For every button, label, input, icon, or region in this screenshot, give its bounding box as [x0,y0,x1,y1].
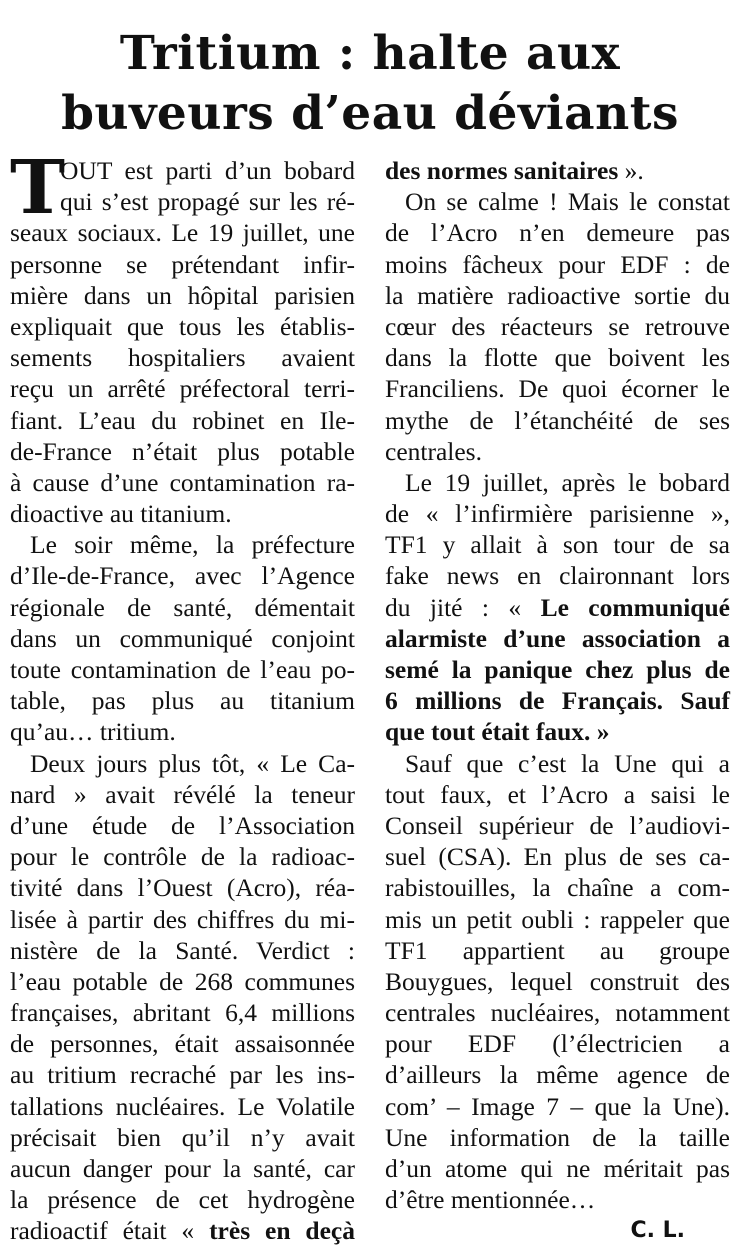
text-line [385,935,730,966]
text-line [385,498,730,529]
text-line [10,1122,355,1153]
line-text: rabistouilles, la chaîne a com- [385,873,730,903]
line-text: dans un communiqué conjoint [10,623,355,653]
line-text: précisait bien qu’il n’y avait [10,1122,355,1152]
text-line [385,373,730,404]
line-text: Sauf que c’est la Une qui a [405,748,730,778]
text-line [385,872,730,903]
text-line [385,311,730,342]
line-text: radioactif était « [10,1216,210,1246]
text-line [10,592,355,623]
text-line [10,373,355,404]
text-line [10,560,355,591]
line-text: TF1 appartient au groupe [385,935,730,965]
line-text: dioactive au titanium. [10,499,232,529]
text-line [10,716,355,747]
text-line [10,966,355,997]
text-line [385,217,730,248]
line-text: à cause d’une contamination ra- [10,467,355,497]
text-line [10,779,355,810]
line-text: qu’au… tritium. [10,717,176,747]
line-text: dans la flotte que boivent les [385,343,730,373]
line-text: centrales. [385,436,482,466]
line-text: l’eau potable de 268 communes [10,966,355,996]
line-text: seaux sociaux. Le 19 juillet, une [10,218,355,248]
line-text: d’être mentionnée… [385,1185,596,1215]
text-line [385,529,730,560]
line-text: régionale de santé, démentait [10,592,355,622]
line-text: Deux jours plus tôt, « Le Ca- [30,748,355,778]
text-line [10,342,355,373]
line-text: cœur des réacteurs se retrouve [385,311,730,341]
text-line [385,592,730,623]
line-text: Bouygues, lequel construit des [385,966,730,996]
line-text: pour le contrôle de la radioac- [10,842,355,872]
text-line [385,841,730,872]
bold-quote: alarmiste d’une association a [385,623,730,653]
line-text: la matière radioactive sortie du [385,280,730,310]
text-line [10,1091,355,1122]
line-text: de l’Acro n’en demeure pas [385,218,730,248]
text-line [385,1059,730,1090]
text-line [10,654,355,685]
text-line [10,810,355,841]
line-text: personne se prétendant infir- [10,249,355,279]
text-line [385,1028,730,1059]
bold-quote: 6 millions de Français. Sauf [385,686,730,716]
text-line [385,997,730,1028]
line-text: expliquait que tous les établis- [10,311,355,341]
text-line [10,1059,355,1090]
bold-quote: semé la panique chez plus de [385,655,730,684]
line-text: tout faux, et l’Acro a saisi le [385,779,730,809]
bold-quote: des normes sanitaires [385,156,619,185]
line-text: aucun danger pour la santé, car [10,1154,355,1183]
line-text: d’ailleurs la même agence de [385,1060,730,1090]
text-line [10,1028,355,1059]
line-text: OUT est parti d’un bobard [60,156,355,185]
line-text: Le soir même, la préfecture [30,530,355,560]
line-text: mythe de l’étanchéité de ses [385,405,730,435]
drop-cap: T [10,145,66,231]
line-text: toute contamination de l’eau po- [10,655,355,684]
line-text: Une information de la taille [385,1122,730,1152]
text-line [10,405,355,436]
text-line [385,436,730,467]
text-line [10,529,355,560]
line-text: nard » avait révélé la teneur [10,779,355,809]
line-text: pour EDF (l’électricien a [385,1029,730,1059]
line-text: fiant. L’eau du robinet en Ile- [10,405,355,435]
text-line [385,405,730,436]
text-line [10,249,355,280]
line-text: reçu un arrêté préfectoral terri- [10,374,355,404]
text-line [10,997,355,1028]
article-column-left [10,145,355,1247]
line-text: centrales nucléaires, notamment [385,998,730,1028]
text-line [385,748,730,779]
line-text: Conseil supérieur de l’audiovi- [385,810,730,840]
text-line [385,560,730,591]
article-column-right [385,155,730,1247]
text-line [385,342,730,373]
line-text: d’Ile-de-France, avec l’Agence [10,561,355,591]
text-line [10,935,355,966]
text-line [10,904,355,935]
text-line [385,249,730,280]
author-signature: C. L. [630,1218,685,1244]
text-line [10,498,355,529]
text-line [385,904,730,935]
text-line [10,841,355,872]
line-text: de « l’infirmière parisienne », [385,499,730,529]
line-text: fake news en claironnant lors [385,561,730,591]
text-line [385,779,730,810]
line-text: la présence de cet hydrogène [10,1185,355,1215]
headline-line-2: buveurs d’eau déviants [61,86,679,141]
text-line [385,685,730,716]
line-text: mis un petit oubli : rappeler que [385,904,730,934]
line-text: d’une étude de l’Association [10,810,355,840]
line-text: tivité dans l’Ouest (Acro), réa- [10,873,355,903]
text-line [385,654,730,685]
line-text: Franciliens. De quoi écorner le [385,374,730,404]
line-text: mière dans un hôpital parisien [10,280,355,310]
text-line [10,1215,355,1246]
text-line [10,872,355,903]
bold-quote: très en deçà [209,1216,355,1246]
line-text: nistère de la Santé. Verdict : [10,935,355,965]
line-text: table, pas plus au titanium [10,686,355,716]
line-text: suel (CSA). En plus de ses ca- [385,842,730,872]
text-line [10,1153,355,1184]
text-line [385,1153,730,1184]
line-text: d’un atome qui ne méritait pas [385,1154,730,1183]
text-line [385,1091,730,1122]
line-text: françaises, abritant 6,4 millions [10,998,355,1028]
text-line [10,685,355,716]
line-text: Le 19 juillet, après le bobard [405,467,730,497]
text-line [385,623,730,654]
text-line [10,311,355,342]
line-text: de-France n’était plus potable [10,436,355,466]
text-line [10,280,355,311]
line-text: de personnes, était assaisonnée [10,1029,355,1059]
line-text: TF1 y allait à son tour de sa [385,530,730,560]
line-text: du jité : « [385,592,541,622]
line-text: lisée à partir des chiffres du mi- [10,904,355,934]
text-line [385,716,730,747]
headline-line-1: Tritium : halte aux [119,26,621,81]
line-text: qui s’est propagé sur les ré- [60,187,355,217]
text-line [385,467,730,498]
bold-quote: que tout était faux. » [385,717,610,747]
line-text: ». [618,156,644,185]
text-line [385,186,730,217]
line-text: On se calme ! Mais le constat [405,187,730,217]
text-line [10,467,355,498]
text-line [385,155,730,186]
line-text: tallations nucléaires. Le Volatile [10,1091,355,1121]
text-line [385,966,730,997]
bold-quote: Le communiqué [540,592,730,622]
text-line [10,436,355,467]
text-line [385,810,730,841]
text-line [385,1122,730,1153]
text-line [385,280,730,311]
text-line [10,623,355,654]
text-line [10,748,355,779]
line-text: au tritium recraché par les ins- [10,1060,355,1090]
line-text: com’ – Image 7 – que la Une). [385,1091,730,1121]
line-text: moins fâcheux pour EDF : de [385,249,730,279]
line-text: sements hospitaliers avaient [10,343,355,373]
